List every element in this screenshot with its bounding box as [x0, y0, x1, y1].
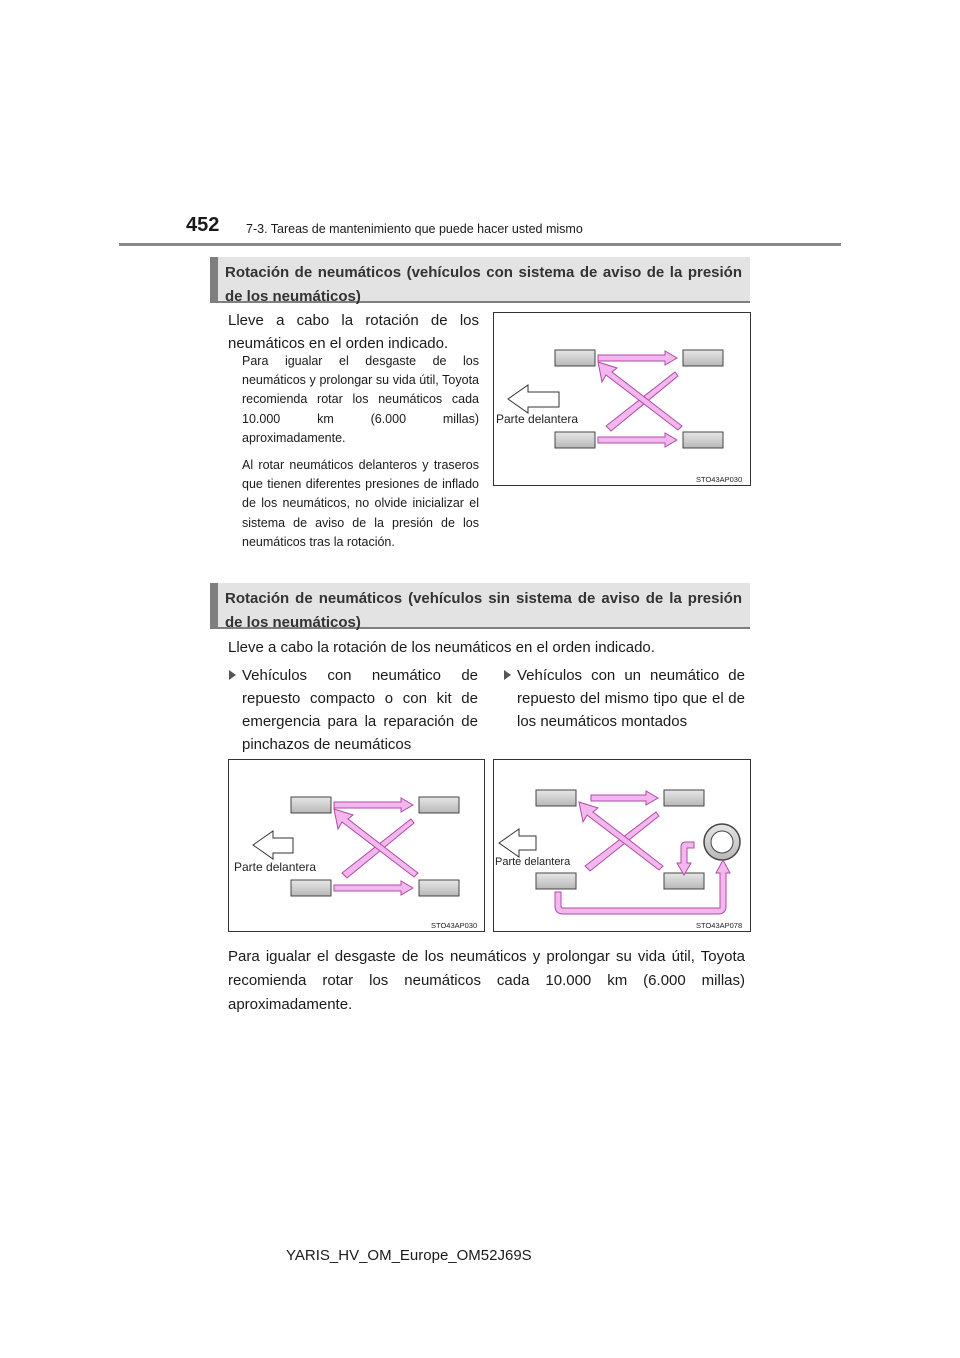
rotation-diagram-compact-spare [228, 759, 485, 932]
section1-note-interval: Para igualar el desgaste de los neumáticos y prolongar su vida útil, Toyota recomienda rotar los neumáticos cada 10.000 km (6.000 millas) aproximadamente. [242, 354, 479, 445]
tire-front-left [555, 350, 595, 366]
section1-intro: Lleve a cabo la rotación de los neumáticos en el orden indicado. [228, 312, 479, 352]
spare-tire-rim [711, 831, 733, 853]
front-label: Parte delantera [234, 860, 317, 874]
tire-rear-left [664, 790, 704, 806]
section2-note-interval: Para igualar el desgaste de los neumáticos y prolongar su vida útil, Toyota recomienda rotar los neumáticos cada 10.000 km (6.000 millas) aproximadamente. [228, 948, 745, 1013]
figure-code: STO43AP078 [696, 921, 743, 930]
figure-code: STO43AP030 [696, 475, 743, 484]
rotation-diagram-with-tpws [493, 312, 751, 486]
header-divider [119, 243, 841, 246]
tire-front-right [555, 432, 595, 448]
front-label: Parte delantera [496, 412, 579, 426]
bullet-triangle-icon [504, 670, 511, 680]
rotation-diagram-full-spare [493, 759, 751, 932]
tire-rear-left [683, 350, 723, 366]
bullet-triangle-icon [229, 670, 236, 680]
figure-code: STO43AP030 [431, 921, 478, 930]
tire-rear-left [419, 797, 459, 813]
tire-front-right [291, 880, 331, 896]
tire-rear-right [683, 432, 723, 448]
tire-front-left [291, 797, 331, 813]
document-id: YARIS_HV_OM_Europe_OM52J69S [286, 1247, 532, 1264]
bullet-full-size-spare: Vehículos con un neumático de repuesto del mismo tipo que el de los neumáticos montados [517, 664, 745, 733]
section-heading-with-tpws: Rotación de neumáticos (vehículos con sistema de aviso de la presión de los neumáticos) [210, 257, 750, 303]
section2-intro: Lleve a cabo la rotación de los neumáticos en el orden indicado. [228, 639, 655, 656]
chapter-title: 7-3. Tareas de mantenimiento que puede hacer usted mismo [246, 222, 583, 236]
tire-rear-right [419, 880, 459, 896]
page-number: 452 [186, 214, 220, 236]
section1-note-reset: Al rotar neumáticos delanteros y traseros que tienen diferentes presiones de inflado de los neumáticos, no olvide inicializar el sistema de aviso de la presión de los neumáticos tras la rotación. [242, 458, 479, 549]
front-label: Parte delantera [495, 856, 571, 868]
bullet-compact-spare: Vehículos con neumático de repuesto compacto o con kit de emergencia para la reparación de pinchazos de neumáticos [242, 664, 478, 756]
tire-front-left [536, 790, 576, 806]
section-heading-without-tpws: Rotación de neumáticos (vehículos sin sistema de aviso de la presión de los neumáticos) [210, 583, 750, 629]
tire-front-right [536, 873, 576, 889]
